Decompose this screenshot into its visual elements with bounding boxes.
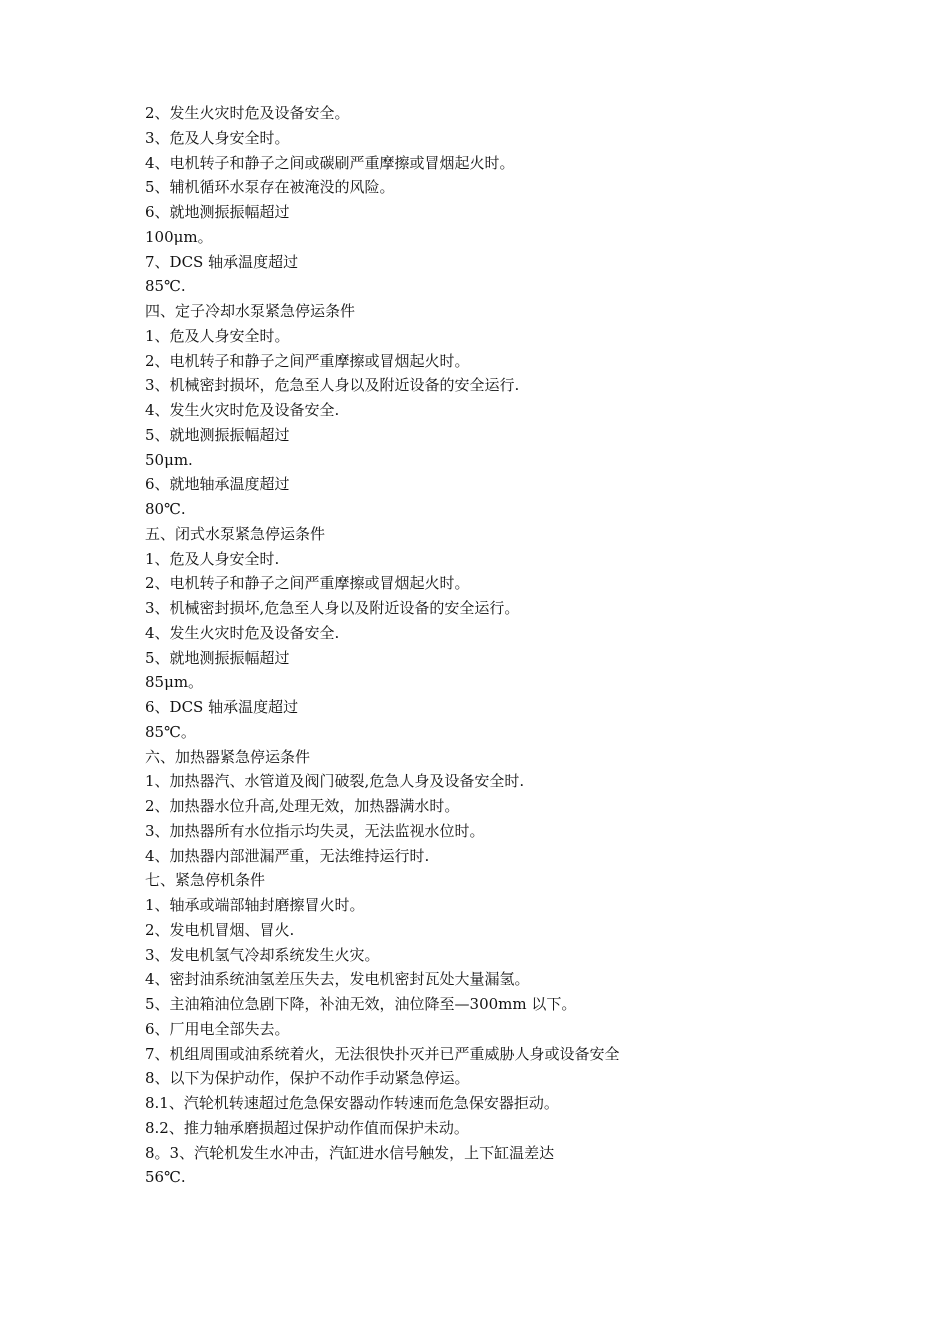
text-line: 4、发生火灾时危及设备安全. (145, 623, 340, 642)
text-line: 85℃. (145, 277, 186, 296)
text-line: 50μm. (145, 450, 193, 469)
text-line: 五、闭式水泵紧急停运条件 (145, 524, 326, 543)
text-line: 8、以下为保护动作，保护不动作手动紧急停运。 (145, 1069, 470, 1088)
text-line: 1、轴承或端部轴封磨擦冒火时。 (145, 896, 365, 914)
text-line: 85℃。 (145, 722, 196, 741)
text-line: 2、发生火灾时危及设备安全。 (145, 104, 350, 122)
text-line: 六、加热器紧急停运条件 (145, 747, 311, 766)
text-line: 5、就地测振振幅超过 (145, 648, 290, 667)
text-line: 1、加热器汽、水管道及阀门破裂,危急人身及设备安全时. (145, 772, 525, 791)
text-line: 3、加热器所有水位指示均失灵，无法监视水位时。 (145, 821, 485, 840)
text-line: 56℃. (145, 1168, 186, 1187)
text-line: 5、主油箱油位急剧下降，补油无效，油位降至—300mm 以下。 (145, 995, 577, 1013)
text-line: 8。3、汽轮机发生水冲击，汽缸进水信号触发，上下缸温差达 (145, 1143, 555, 1162)
text-line: 1、危及人身安全时。 (145, 326, 290, 345)
text-line: 4、发生火灾时危及设备安全. (145, 401, 340, 419)
text-line: 七、紧急停机条件 (145, 871, 266, 890)
text-line: 3、机械密封损坏，危急至人身以及附近设备的安全运行. (145, 376, 520, 395)
document-body (145, 101, 865, 1190)
text-line: 5、就地测振振幅超过 (145, 425, 290, 444)
text-line: 4、电机转子和静子之间或碳刷严重摩擦或冒烟起火时。 (145, 153, 515, 172)
text-line: 2、电机转子和静子之间严重摩擦或冒烟起火时。 (145, 574, 470, 593)
text-line: 100μm。 (145, 227, 213, 246)
text-line: 7、DCS 轴承温度超过 (145, 252, 299, 271)
text-line: 7、机组周围或油系统着火，无法很快扑灭并已严重威胁人身或设备安全 (145, 1044, 620, 1063)
text-line: 6、就地测振振幅超过 (145, 203, 290, 221)
text-line: 6、厂用电全部失去。 (145, 1019, 290, 1038)
text-line: 3、发电机氢气冷却系统发生火灾。 (145, 945, 380, 964)
text-line: 四、定子冷却水泵紧急停运条件 (145, 302, 356, 320)
text-line: 85μm。 (145, 673, 204, 692)
text-line: 2、加热器水位升高,处理无效，加热器满水时。 (145, 797, 460, 815)
text-line: 8.1、汽轮机转速超过危急保安器动作转速而危急保安器拒动。 (145, 1094, 559, 1112)
text-line: 2、发电机冒烟、冒火. (145, 920, 295, 939)
text-line: 6、DCS 轴承温度超过 (145, 698, 299, 716)
text-line: 4、密封油系统油氢差压失去，发电机密封瓦处大量漏氢。 (145, 970, 530, 989)
text-line: 1、危及人身安全时. (145, 549, 280, 568)
text-line: 8.2、推力轴承磨损超过保护动作值而保护未动。 (145, 1118, 469, 1137)
text-line: 6、就地轴承温度超过 (145, 475, 290, 494)
text-line: 80℃. (145, 500, 186, 518)
text-line: 3、危及人身安全时。 (145, 128, 290, 147)
text-line: 3、机械密封损坏,危急至人身以及附近设备的安全运行。 (145, 599, 520, 617)
text-line: 2、电机转子和静子之间严重摩擦或冒烟起火时。 (145, 351, 470, 370)
text-line: 5、辅机循环水泵存在被淹没的风险。 (145, 178, 395, 197)
text-line: 4、加热器内部泄漏严重，无法维持运行时. (145, 846, 430, 865)
